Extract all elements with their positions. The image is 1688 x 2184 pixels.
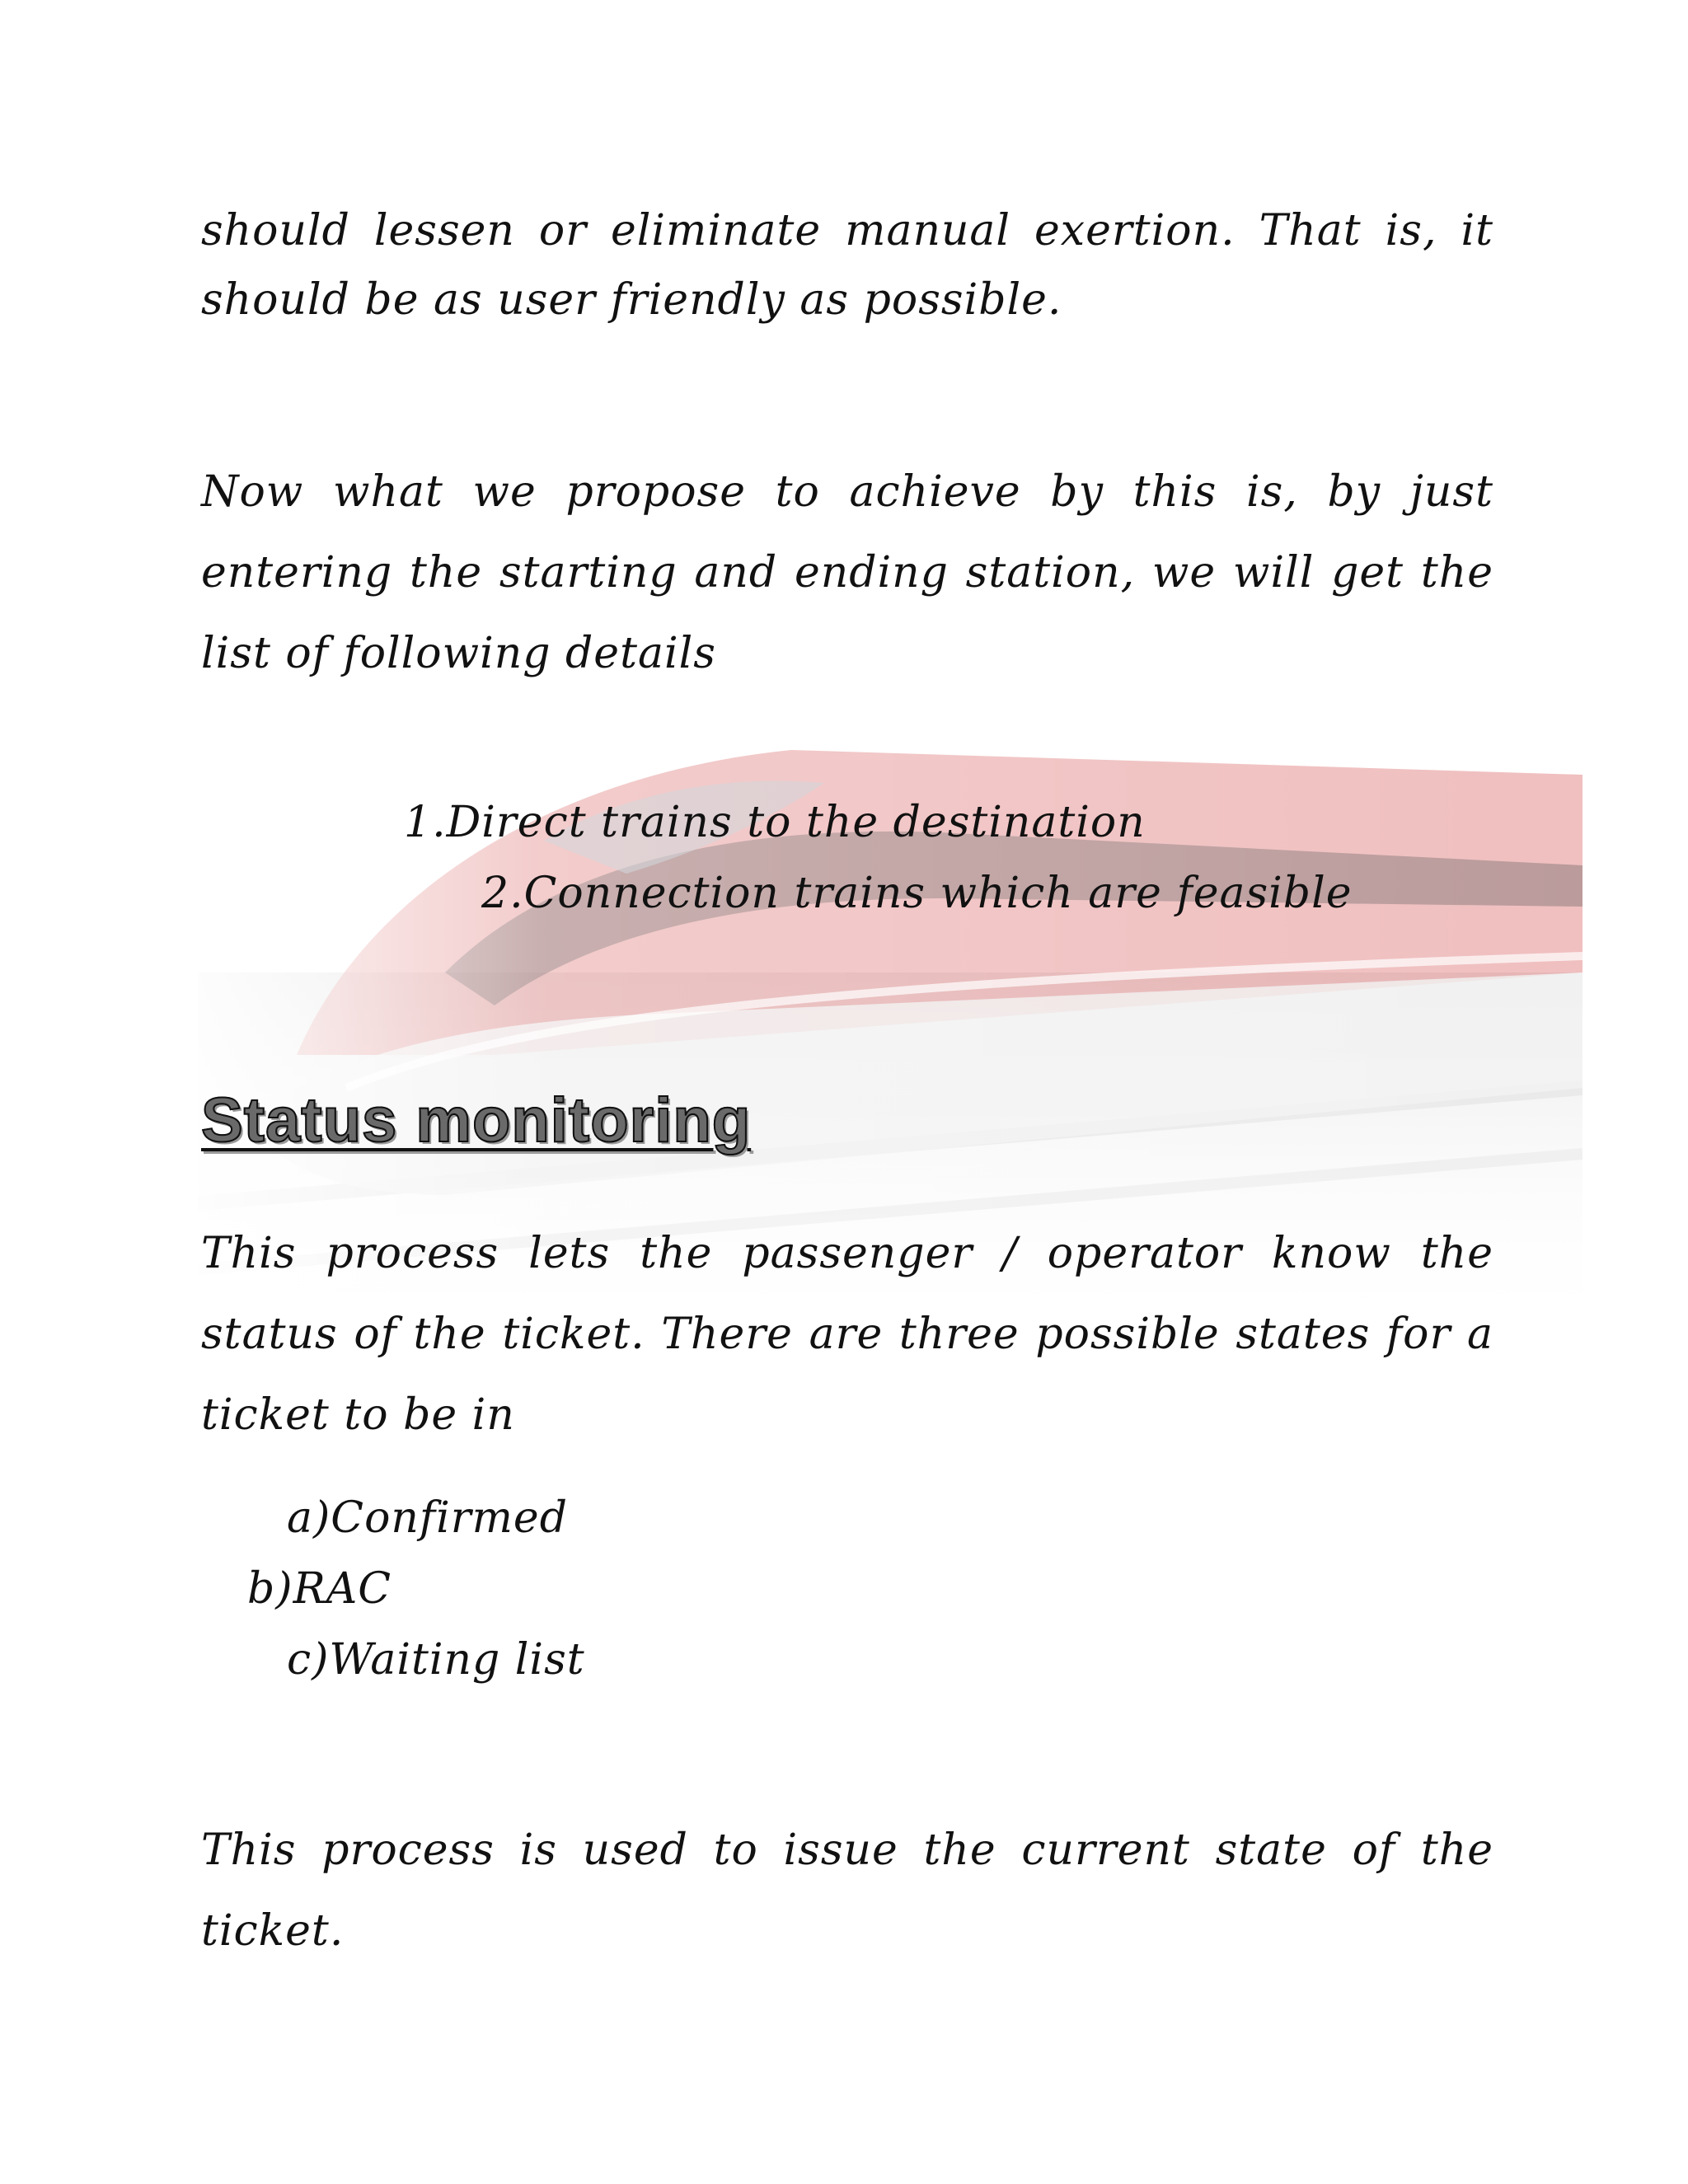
section-heading: Status monitoring [201, 1085, 752, 1155]
ticket-state-item: a)Confirmed [287, 1493, 568, 1543]
status-description-paragraph: This process lets the passenger / operator know the status of the ticket. There are three possible states for a ticket to be in [201, 1229, 1493, 1440]
proposal-paragraph: Now what we propose to achieve by this is, by just entering the starting and ending station, we will get the list of following details [201, 467, 1493, 678]
details-list-item: 2.Connection trains which are feasible [481, 869, 1353, 918]
ticket-state-item: c)Waiting list [287, 1635, 585, 1685]
details-list-item: 1.Direct trains to the destination [404, 798, 1146, 847]
ticket-state-item: b)RAC [247, 1564, 392, 1614]
intro-paragraph: should lessen or eliminate manual exertion. That is, it should be as user friendly as possible. [201, 206, 1493, 325]
closing-paragraph: This process is used to issue the current state of the ticket. [201, 1825, 1493, 1956]
